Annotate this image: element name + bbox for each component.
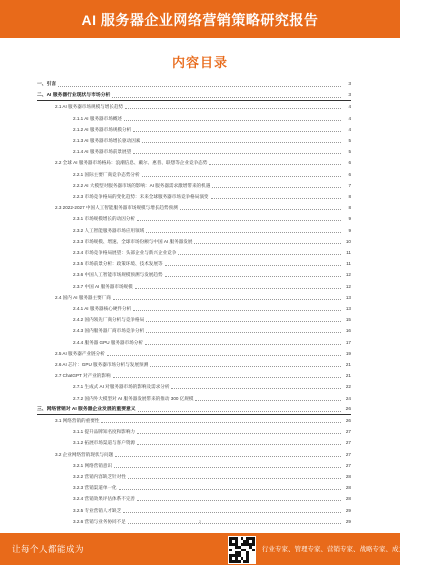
- toc-entry-title: 2.7.2 国内外大模型对 AI 服务器发展带来的推动 300 亿规模: [73, 395, 194, 401]
- toc-leader-dots: [137, 441, 341, 445]
- toc-leader-dots: [125, 105, 341, 109]
- toc-leader-dots: [211, 195, 341, 199]
- toc-entry-page: 13: [345, 306, 351, 311]
- toc-entry-title: 3.2.4 营销效果评估体系不完善: [73, 496, 136, 502]
- toc-entry-title: 3.2 企业网络营销现状与问题: [55, 451, 114, 457]
- toc-entry-page: 11: [346, 250, 351, 255]
- toc-entry[interactable]: [73, 228, 351, 234]
- toc-leader-dots: [146, 229, 341, 233]
- toc-entry[interactable]: [73, 250, 351, 256]
- toc-entry-page: 8: [348, 205, 351, 211]
- toc-entry[interactable]: [73, 508, 351, 514]
- toc-entry[interactable]: [73, 149, 351, 155]
- toc-entry-page: 6: [348, 171, 351, 177]
- toc-leader-dots: [137, 497, 341, 501]
- toc-entry-title: 3.2.1 网络营销意识: [73, 462, 113, 468]
- toc-entry[interactable]: [73, 239, 351, 245]
- toc-entry-page: 26: [345, 418, 351, 423]
- toc-entry-title: 一、引言: [37, 82, 57, 87]
- toc-entry-page: 12: [345, 272, 351, 278]
- toc-entry[interactable]: [73, 261, 351, 267]
- toc-entry-title: 三、网络营销对 AI 服务器企业发展的重要意义: [37, 406, 136, 412]
- toc-entry[interactable]: [73, 340, 351, 346]
- toc-leader-dots: [171, 385, 341, 389]
- toc-entry-page: 21: [345, 373, 351, 379]
- toc-entry[interactable]: [73, 396, 351, 402]
- toc-entry-title: 2.2.2 AI 大模型对服务器市场的影响：AI 服务器需求激增带来的机遇: [73, 182, 211, 188]
- toc-leader-dots: [146, 329, 341, 333]
- toc-entry-title: 3.1.2 拓展市场渠道与客户资源: [73, 440, 136, 446]
- toc-entry-page: 28: [345, 485, 351, 491]
- toc-entry-title: 2.6 AI 芯片：GPU 服务器市场分析与发展预测: [55, 362, 149, 367]
- toc-entry-page: 28: [345, 474, 351, 479]
- toc-entry[interactable]: [73, 474, 351, 480]
- toc-entry-title: 3.1 网络营销的重要性: [55, 418, 100, 423]
- toc-heading: 内容目录: [171, 55, 228, 70]
- toc-entry-title: 2.5 AI 服务器产业链分析: [55, 350, 105, 356]
- toc-leader-dots: [146, 318, 341, 322]
- toc-entry-title: 2.7 ChatGPT 对产业的影响: [55, 373, 111, 379]
- toc-leader-dots: [114, 464, 341, 468]
- toc-leader-dots: [165, 262, 341, 266]
- toc-leader-dots: [194, 240, 341, 244]
- toc-entry[interactable]: [73, 317, 351, 323]
- toc-leader-dots: [115, 453, 341, 457]
- toc-leader-dots: [113, 296, 341, 300]
- qr-code-icon: [228, 536, 256, 564]
- toc-entry-title: 2.3.2 人工智能服务器市场应用领域: [73, 227, 145, 233]
- toc-leader-dots: [209, 161, 341, 165]
- toc-entry-title: 2.1 AI 服务器市场规模与增长趋势: [55, 104, 124, 110]
- toc-entry-title: 2.1.2 AI 服务器市场规模分析: [73, 126, 132, 132]
- toc-entry-title: 3.2.3 营销渠道单一化: [73, 485, 117, 491]
- toc-entry[interactable]: [73, 183, 351, 189]
- toc-entry-page: 27: [345, 440, 351, 446]
- toc-entry[interactable]: [55, 373, 351, 379]
- toc-entry[interactable]: [73, 272, 351, 278]
- toc-entry[interactable]: [55, 418, 351, 424]
- toc-entry[interactable]: [55, 452, 351, 458]
- toc-entry-title: 2.1.4 AI 服务器市场前景展望: [73, 149, 132, 155]
- toc-leader-dots: [133, 150, 341, 154]
- toc-entry-title: 2.3.1 市场规模增长的动因分析: [73, 216, 136, 222]
- toc-entry[interactable]: [73, 127, 351, 133]
- toc-entry-page: 11: [346, 261, 351, 267]
- toc-entry[interactable]: [37, 93, 351, 99]
- toc-entry-page: 12: [345, 283, 351, 289]
- toc-entry-page: 5: [348, 149, 351, 155]
- toc-leader-dots: [58, 83, 341, 87]
- toc-entry-page: 3: [348, 82, 351, 87]
- toc-entry-page: 4: [348, 126, 351, 132]
- toc-entry-title: 2.1.1 AI 服务器市场概述: [73, 115, 123, 121]
- toc-entry-title: 2.2.1 国际主要厂商竞争态势分析: [73, 171, 140, 177]
- toc-entry-page: 24: [345, 395, 351, 401]
- toc-entry-title: 2.3.3 市场规模、增速、全球市场份额与中国 AI 服务器发展: [73, 238, 193, 244]
- section-divider: [37, 414, 351, 415]
- toc-entry-title: 2.7.1 生成式 AI 对服务器市场的影响及需求分析: [73, 384, 170, 390]
- toc-entry[interactable]: [55, 351, 351, 357]
- toc-entry-title: 2.1.3 AI 服务器市场增长驱动因素: [73, 138, 141, 143]
- toc-entry[interactable]: [73, 384, 351, 390]
- toc-entry[interactable]: [73, 138, 351, 144]
- toc-entry-page: 27: [345, 462, 351, 468]
- toc-entry-title: 3.1.1 提升品牌知名度和影响力: [73, 429, 136, 435]
- toc-leader-dots: [133, 128, 341, 132]
- toc-entry-page: 13: [345, 294, 351, 300]
- section-divider: [37, 100, 351, 101]
- toc-leader-dots: [101, 419, 341, 423]
- toc-entry-title: 二、AI 服务器行业现状与市场分析: [37, 93, 111, 99]
- toc-leader-dots: [165, 273, 341, 277]
- toc-entry-page: 28: [345, 496, 351, 502]
- toc-leader-dots: [212, 184, 341, 188]
- toc-entry[interactable]: [73, 284, 351, 290]
- toc-entry-title: 3.2.5 专业营销人才缺乏: [73, 507, 122, 513]
- toc-entry-title: 2.3.4 市场竞争格局展望：头部企业与新兴企业竞争: [73, 250, 177, 255]
- toc-leader-dots: [150, 363, 341, 367]
- toc-entry[interactable]: [73, 194, 351, 200]
- toc-entry-page: 4: [348, 104, 351, 110]
- toc-leader-dots: [133, 307, 341, 311]
- toc-entry-page: 3: [348, 93, 351, 99]
- toc-entry-page: 17: [345, 339, 351, 345]
- toc-entry[interactable]: [73, 429, 351, 435]
- toc-leader-dots: [135, 285, 341, 289]
- toc-entry-title: 2.3.6 中国人工智能市场规模预测与发展趋势: [73, 272, 163, 278]
- toc-entry-title: 2.4.2 国内领先厂商分析与竞争格局: [73, 317, 145, 323]
- toc-leader-dots: [142, 173, 341, 177]
- footer-banner: [0, 533, 438, 565]
- footer-tags: 行业专家、管理专家、营销专家、战略专家、成为企业家……: [262, 546, 438, 553]
- toc-entry[interactable]: [55, 160, 351, 166]
- toc-leader-dots: [137, 217, 341, 221]
- toc-entry-page: 27: [345, 429, 351, 435]
- report-title: AI 服务器企业网络营销策略研究报告: [81, 12, 319, 28]
- toc-entry-page: 10: [345, 238, 351, 244]
- toc-entry-title: 3.2.6 营销与业务协同不足: [73, 518, 126, 524]
- toc-leader-dots: [112, 94, 341, 98]
- toc-entry[interactable]: [73, 440, 351, 446]
- toc-entry[interactable]: [73, 216, 351, 222]
- toc-entry-page: 8: [348, 194, 351, 199]
- toc-leader-dots: [123, 509, 341, 513]
- toc-entry-title: 2.2.3 市场竞争格局的变化趋势：未来全球服务器市场竞争格局演变: [73, 194, 209, 199]
- toc-entry-title: 2.4.4 服务器 GPU 服务器市场分析: [73, 339, 143, 345]
- toc-entry-page: 4: [348, 115, 351, 121]
- toc-leader-dots: [107, 352, 341, 356]
- toc-entry-page: 6: [348, 160, 351, 166]
- toc-entry-page: 29: [345, 518, 351, 524]
- page-number: 2: [198, 519, 202, 524]
- toc-entry-page: 7: [348, 182, 351, 188]
- toc-entry-title: 2.3.7 中国 AI 服务器市场规模: [73, 283, 133, 289]
- toc-entry[interactable]: [37, 407, 351, 413]
- toc-entry[interactable]: [73, 328, 351, 334]
- toc-entry-title: 2.4.3 国内服务器厂商市场竞争分析: [73, 328, 145, 334]
- toc-leader-dots: [137, 430, 341, 434]
- toc-leader-dots: [128, 475, 341, 479]
- toc-entry[interactable]: [37, 82, 351, 88]
- toc-entry[interactable]: [73, 116, 351, 122]
- toc-entry-page: 9: [348, 227, 351, 233]
- toc-entry-page: 26: [345, 406, 351, 412]
- toc-entry-title: 3.2.2 营销内容缺乏针对性: [73, 474, 126, 479]
- toc-leader-dots: [119, 486, 341, 490]
- toc-leader-dots: [180, 206, 341, 210]
- toc-entry[interactable]: [55, 205, 351, 211]
- toc-entry[interactable]: [73, 463, 351, 469]
- toc-entry-title: 2.2 全球 AI 服务器市场格局：浪潮信息、戴尔、惠普、联想等企业竞争态势: [55, 160, 208, 166]
- toc-entry[interactable]: [55, 104, 351, 110]
- toc-entry-page: 16: [345, 328, 351, 334]
- toc-entry-title: 2.3 2022-2027 中国人工智能服务器市场规模与增长趋势预测: [55, 205, 178, 211]
- toc-leader-dots: [195, 397, 341, 401]
- toc-entry[interactable]: [73, 306, 351, 312]
- toc-leader-dots: [142, 139, 341, 143]
- footer-slogan: 让每个人都能成为: [12, 544, 85, 554]
- toc-leader-dots: [178, 251, 341, 255]
- toc-entry-page: 27: [345, 451, 351, 457]
- toc-leader-dots: [124, 117, 341, 121]
- toc-entry-page: 15: [345, 317, 351, 323]
- toc-entry[interactable]: [73, 172, 351, 178]
- toc-entry[interactable]: [55, 295, 351, 301]
- toc-entry-title: 2.4.1 AI 服务器核心硬件分析: [73, 306, 132, 311]
- toc-entry[interactable]: [55, 362, 351, 368]
- toc-entry-page: 29: [345, 507, 351, 513]
- toc-entry-title: 2.4 国内 AI 服务器主要厂商: [55, 294, 111, 300]
- toc-entry-page: 22: [345, 384, 351, 390]
- toc-entry-page: 19: [345, 350, 351, 356]
- toc-leader-dots: [145, 341, 341, 345]
- toc-entry-page: 5: [348, 138, 351, 143]
- toc-entry[interactable]: [73, 485, 351, 491]
- toc-entry-page: 9: [348, 216, 351, 222]
- toc-entry[interactable]: [73, 496, 351, 502]
- toc-leader-dots: [113, 374, 341, 378]
- toc-entry-title: 2.3.5 市场前景分析：政策环境、技术发展等: [73, 261, 163, 267]
- toc-leader-dots: [138, 408, 341, 412]
- header-banner: [0, 0, 400, 38]
- toc-entry-page: 21: [345, 362, 351, 367]
